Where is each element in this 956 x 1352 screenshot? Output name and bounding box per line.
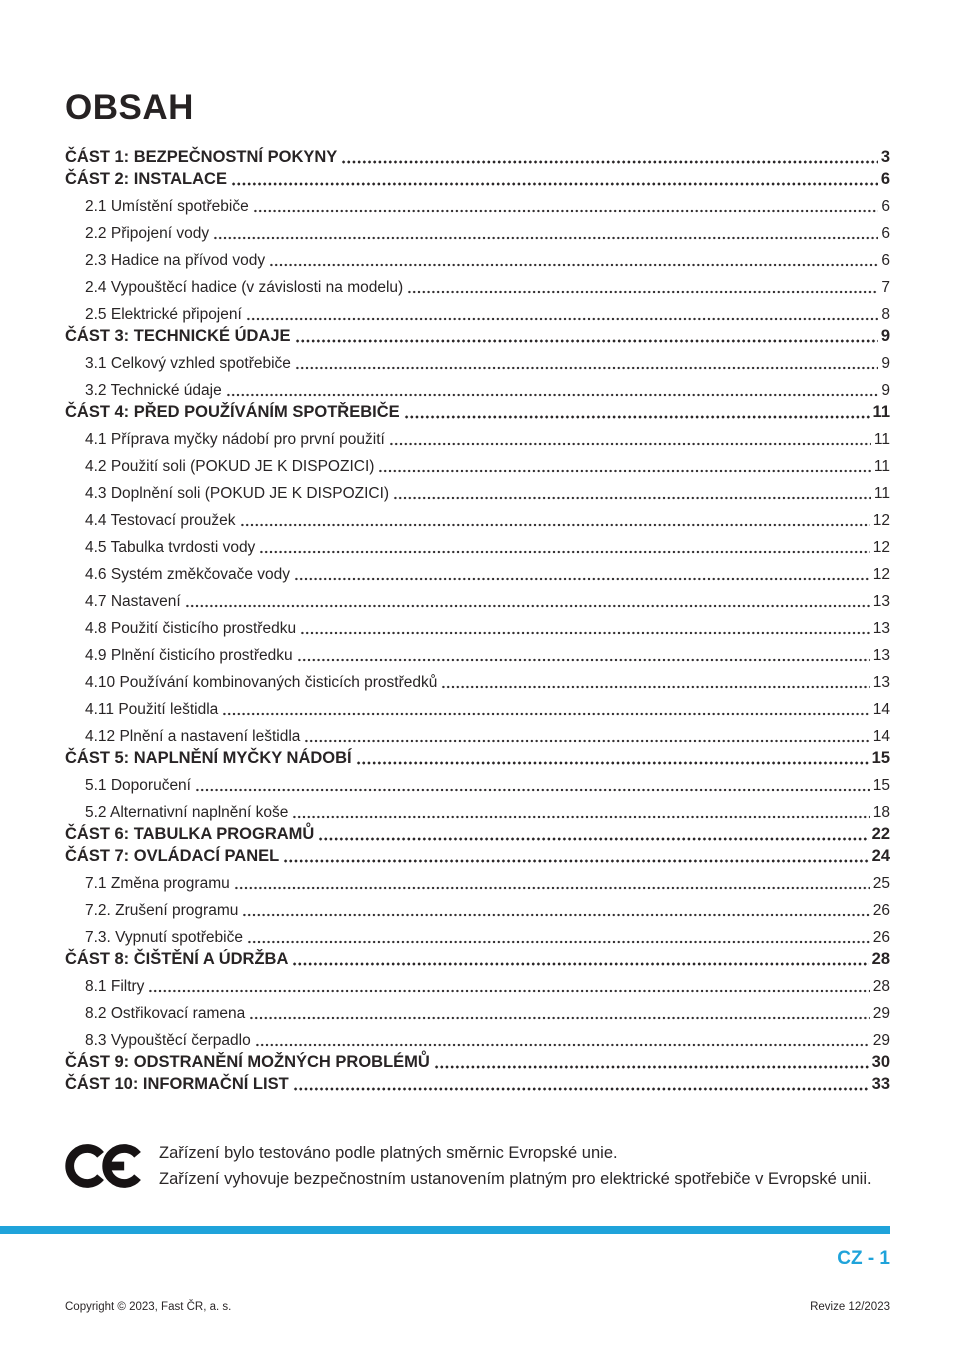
toc-entry-label: 7.1 Změna programu xyxy=(85,875,230,892)
toc-entry-label: ČÁST 9: ODSTRANĚNÍ MOŽNÝCH PROBLÉMŮ xyxy=(65,1053,430,1071)
dot-leader xyxy=(253,209,879,213)
dot-leader xyxy=(295,366,878,370)
toc-entry-label: 2.4 Vypouštěcí hadice (v závislosti na modelu) xyxy=(85,279,404,296)
toc-entry[interactable] xyxy=(65,189,890,216)
toc-entry[interactable] xyxy=(65,866,890,893)
toc-entry-page-number: 11 xyxy=(873,485,890,502)
dot-leader xyxy=(242,913,869,917)
dot-leader xyxy=(195,788,870,792)
page-title: OBSAH xyxy=(65,88,194,127)
dot-leader xyxy=(341,160,878,164)
toc-entry[interactable] xyxy=(65,844,890,866)
dot-leader xyxy=(255,1043,870,1047)
toc-entry-page-number: 33 xyxy=(871,1075,890,1093)
toc-entry-page-number: 28 xyxy=(872,978,890,995)
toc-entry-page-number: 18 xyxy=(872,804,890,821)
toc-entry-page-number: 6 xyxy=(881,252,890,269)
toc-entry[interactable] xyxy=(65,746,890,768)
toc-entry-label: 4.7 Nastavení xyxy=(85,593,181,610)
toc-entry[interactable] xyxy=(65,243,890,270)
dot-leader xyxy=(294,577,870,581)
toc-entry[interactable] xyxy=(65,373,890,400)
toc-entry[interactable] xyxy=(65,297,890,324)
toc-entry-label: 4.4 Testovací proužek xyxy=(85,512,236,529)
toc-entry-page-number: 6 xyxy=(880,170,890,188)
toc-entry[interactable] xyxy=(65,1072,890,1094)
toc-entry[interactable] xyxy=(65,719,890,746)
toc-entry-page-number: 15 xyxy=(871,749,890,767)
toc-entry[interactable] xyxy=(65,167,890,189)
toc-entry-label: 7.2. Zrušení programu xyxy=(85,902,239,919)
toc-entry-page-number: 9 xyxy=(881,382,890,399)
toc-entry-page-number: 30 xyxy=(871,1053,890,1071)
toc-entry[interactable] xyxy=(65,1023,890,1050)
toc-entry-page-number: 12 xyxy=(872,539,890,556)
toc-entry-label: 4.9 Plnění čisticího prostředku xyxy=(85,647,293,664)
toc-entry-page-number: 14 xyxy=(872,701,890,718)
toc-entry-page-number: 26 xyxy=(872,902,890,919)
toc-entry-page-number: 11 xyxy=(873,458,890,475)
revision-text: Revize 12/2023 xyxy=(810,1301,890,1313)
dot-leader xyxy=(249,1016,870,1020)
toc-entry-page-number: 12 xyxy=(872,566,890,583)
toc-entry[interactable] xyxy=(65,1050,890,1072)
copyright-text: Copyright © 2023, Fast ČR, a. s. xyxy=(65,1301,232,1313)
toc-entry-label: ČÁST 4: PŘED POUŽÍVÁNÍM SPOTŘEBIČE xyxy=(65,403,400,421)
toc-entry-page-number: 15 xyxy=(872,777,890,794)
toc-entry[interactable] xyxy=(65,611,890,638)
toc-entry-page-number: 6 xyxy=(881,198,890,215)
toc-entry-label: ČÁST 7: OVLÁDACÍ PANEL xyxy=(65,847,280,865)
toc-entry-page-number: 7 xyxy=(881,279,890,296)
toc-entry-page-number: 14 xyxy=(872,728,890,745)
dot-leader xyxy=(304,739,869,743)
toc-entry[interactable] xyxy=(65,557,890,584)
dot-leader xyxy=(434,1065,869,1069)
page-number-label: CZ - 1 xyxy=(837,1248,890,1269)
dot-leader xyxy=(389,442,871,446)
page-footer xyxy=(65,1301,890,1313)
toc-entry-label: 5.1 Doporučení xyxy=(85,777,191,794)
toc-entry-page-number: 22 xyxy=(871,825,890,843)
toc-entry-page-number: 9 xyxy=(880,327,890,345)
dot-leader xyxy=(231,182,878,186)
dot-leader xyxy=(259,550,869,554)
toc-entry-page-number: 13 xyxy=(872,647,890,664)
dot-leader xyxy=(393,496,871,500)
ce-notice-text xyxy=(159,1140,872,1192)
toc-entry-label: ČÁST 10: INFORMAČNÍ LIST xyxy=(65,1075,289,1093)
toc-entry-label: ČÁST 3: TECHNICKÉ ÚDAJE xyxy=(65,327,291,345)
toc-entry-label: 2.5 Elektrické připojení xyxy=(85,306,242,323)
toc-entry-page-number: 3 xyxy=(880,148,890,166)
toc-entry-label: ČÁST 8: ČIŠTĚNÍ A ÚDRŽBA xyxy=(65,950,289,968)
toc-entry[interactable] xyxy=(65,530,890,557)
toc-entry-label: 4.10 Používání kombinovaných čisticích prostředků xyxy=(85,674,438,691)
toc-entry-page-number: 8 xyxy=(881,306,890,323)
toc-entry-label: 8.2 Ostřikovací ramena xyxy=(85,1005,246,1022)
toc-entry[interactable] xyxy=(65,920,890,947)
toc-entry-label: 3.2 Technické údaje xyxy=(85,382,222,399)
toc-entry-page-number: 11 xyxy=(872,403,890,421)
toc-entry-label: 4.11 Použití leštidla xyxy=(85,701,219,718)
toc-entry-label: 4.3 Doplnění soli (POKUD JE K DISPOZICI) xyxy=(85,485,390,502)
dot-leader xyxy=(148,989,869,993)
dot-leader xyxy=(234,886,870,890)
toc-entry-page-number: 25 xyxy=(872,875,890,892)
toc-entry-label: 2.1 Umístění spotřebiče xyxy=(85,198,249,215)
dot-leader xyxy=(292,815,869,819)
dot-leader xyxy=(222,712,869,716)
toc-entry-label: 4.8 Použití čisticího prostředku xyxy=(85,620,297,637)
toc-entry[interactable] xyxy=(65,324,890,346)
toc-entry-label: 7.3. Vypnutí spotřebiče xyxy=(85,929,243,946)
dot-leader xyxy=(185,604,870,608)
dot-leader xyxy=(407,290,878,294)
dot-leader xyxy=(295,339,878,343)
toc-entry-label: 2.2 Připojení vody xyxy=(85,225,210,242)
toc-entry-page-number: 13 xyxy=(872,593,890,610)
dot-leader xyxy=(356,761,869,765)
dot-leader xyxy=(378,469,870,473)
toc-entry-page-number: 26 xyxy=(872,929,890,946)
dot-leader xyxy=(441,685,869,689)
toc-entry-page-number: 9 xyxy=(881,355,890,372)
toc-entry[interactable] xyxy=(65,638,890,665)
toc-entry[interactable] xyxy=(65,893,890,920)
footer-accent-bar xyxy=(0,1226,890,1234)
toc-entry-label: 3.1 Celkový vzhled spotřebiče xyxy=(85,355,291,372)
toc-entry[interactable] xyxy=(65,476,890,503)
toc-entry[interactable] xyxy=(65,996,890,1023)
toc-entry[interactable] xyxy=(65,969,890,996)
dot-leader xyxy=(240,523,870,527)
toc-entry-label: 4.2 Použití soli (POKUD JE K DISPOZICI) xyxy=(85,458,375,475)
toc-entry-page-number: 13 xyxy=(872,620,890,637)
dot-leader xyxy=(293,1087,869,1091)
dot-leader xyxy=(246,317,879,321)
dot-leader xyxy=(404,415,870,419)
ce-mark-icon xyxy=(65,1138,143,1194)
toc-entry[interactable] xyxy=(65,768,890,795)
toc-entry[interactable] xyxy=(65,216,890,243)
toc-entry-label: 2.3 Hadice na přívod vody xyxy=(85,252,266,269)
toc-entry-label: 4.12 Plnění a nastavení leštidla xyxy=(85,728,301,745)
toc-entry-label: ČÁST 5: NAPLNĚNÍ MYČKY NÁDOBÍ xyxy=(65,749,352,767)
toc-entry[interactable] xyxy=(65,400,890,422)
dot-leader xyxy=(269,263,878,267)
toc-entry-page-number: 11 xyxy=(873,431,890,448)
ce-notice-line-1: Zařízení bylo testováno podle platných směrnic Evropské unie. xyxy=(159,1144,618,1162)
toc-entry-label: 4.1 Příprava myčky nádobí pro první použití xyxy=(85,431,385,448)
dot-leader xyxy=(292,962,868,966)
toc-entry[interactable] xyxy=(65,947,890,969)
toc-entry-label: 4.5 Tabulka tvrdosti vody xyxy=(85,539,256,556)
toc-entry-page-number: 24 xyxy=(871,847,890,865)
toc-entry-label: ČÁST 1: BEZPEČNOSTNÍ POKYNY xyxy=(65,148,338,166)
toc-entry-page-number: 13 xyxy=(872,674,890,691)
toc-entry[interactable] xyxy=(65,822,890,844)
toc-entry[interactable] xyxy=(65,692,890,719)
dot-leader xyxy=(283,859,868,863)
toc-entry-page-number: 12 xyxy=(872,512,890,529)
dot-leader xyxy=(297,658,870,662)
ce-notice-line-2: Zařízení vyhovuje bezpečnostním ustanovením platným pro elektrické spotřebiče v Evropské unii. xyxy=(159,1170,872,1188)
dot-leader xyxy=(213,236,878,240)
table-of-contents xyxy=(65,145,890,1094)
toc-entry[interactable] xyxy=(65,145,890,167)
toc-entry[interactable] xyxy=(65,584,890,611)
toc-entry-page-number: 6 xyxy=(881,225,890,242)
toc-entry[interactable] xyxy=(65,665,890,692)
toc-entry[interactable] xyxy=(65,503,890,530)
toc-entry-label: 4.6 Systém změkčovače vody xyxy=(85,566,291,583)
toc-entry-label: 8.3 Vypouštěcí čerpadlo xyxy=(85,1032,251,1049)
ce-compliance-block xyxy=(65,1138,890,1194)
dot-leader xyxy=(247,940,870,944)
toc-entry-label: 8.1 Filtry xyxy=(85,978,145,995)
toc-entry-label: ČÁST 6: TABULKA PROGRAMŮ xyxy=(65,825,315,843)
dot-leader xyxy=(318,837,868,841)
toc-entry-label: ČÁST 2: INSTALACE xyxy=(65,170,227,188)
toc-entry[interactable] xyxy=(65,449,890,476)
toc-entry-label: 5.2 Alternativní naplnění koše xyxy=(85,804,289,821)
toc-entry-page-number: 29 xyxy=(872,1032,890,1049)
toc-entry[interactable] xyxy=(65,795,890,822)
toc-entry-page-number: 28 xyxy=(871,950,890,968)
dot-leader xyxy=(300,631,870,635)
toc-entry[interactable] xyxy=(65,270,890,297)
toc-entry[interactable] xyxy=(65,422,890,449)
dot-leader xyxy=(226,393,879,397)
toc-entry[interactable] xyxy=(65,346,890,373)
toc-entry-page-number: 29 xyxy=(872,1005,890,1022)
